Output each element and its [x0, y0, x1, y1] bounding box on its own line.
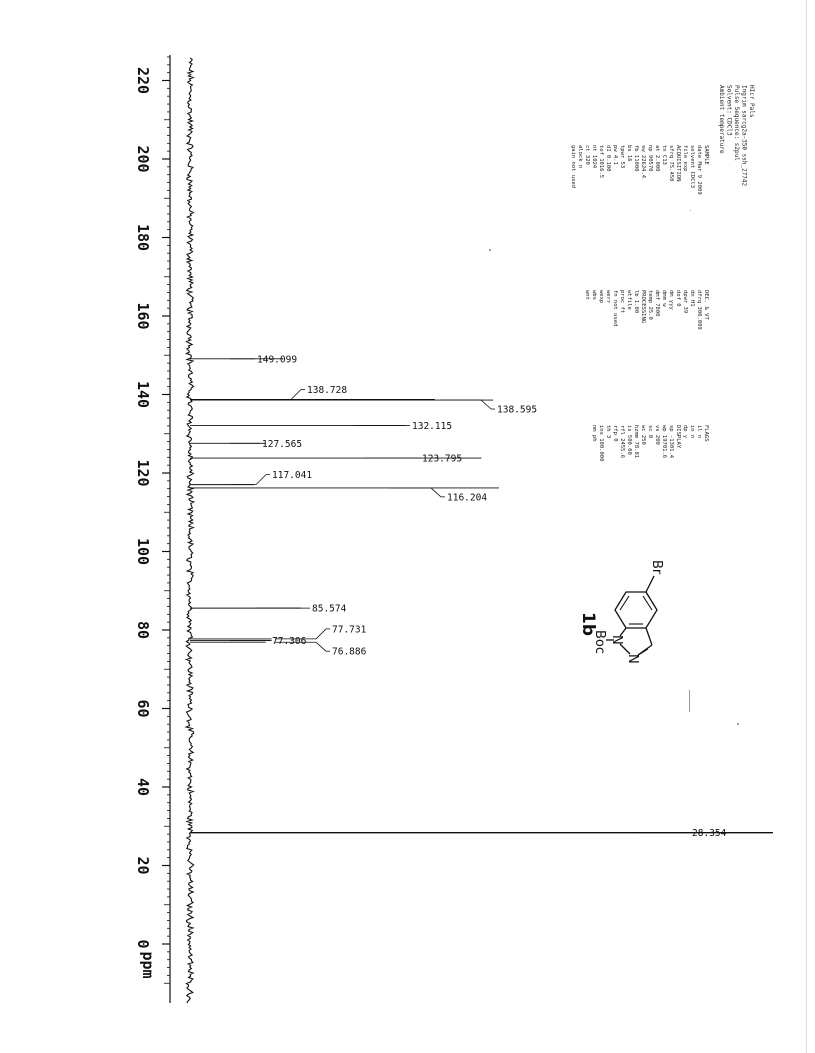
parameter-header-line: Ambient temperature — [718, 85, 725, 154]
peak-leader — [316, 629, 326, 639]
benzene-ring — [615, 592, 657, 628]
parameter-line: wbs — [591, 290, 597, 300]
parameter-line: is 500.00 — [626, 425, 632, 455]
parameter-line: dpwr 39 — [682, 290, 688, 314]
scan-speck — [690, 210, 691, 211]
parameter-line: dof 0 — [675, 290, 681, 307]
tick-label: 120 — [134, 459, 152, 487]
parameter-header-line: Ingrim sarcg2a-350 ssh_27742 — [740, 85, 748, 187]
acquisition-parameters — [570, 85, 755, 461]
tick-label: 40 — [134, 777, 152, 797]
parameter-line: sp -1301.4 — [668, 425, 674, 459]
parameter-line: nt 1024 — [591, 145, 597, 169]
parameter-line: tof 1016.5 — [598, 145, 604, 179]
parameter-line: sw 22624.4 — [640, 145, 646, 179]
peak-label: 85.574 — [312, 603, 347, 615]
peak-label: 77.731 — [332, 624, 367, 636]
nitrogen-n2-label: N — [625, 654, 640, 664]
parameter-line: SAMPLE — [703, 145, 709, 165]
parameter-header-line: Solvent: CDCl3 — [725, 85, 733, 136]
tick-label: 80 — [134, 620, 152, 640]
parameter-line: wc 250 — [640, 425, 646, 445]
parameter-line: th 3 — [605, 425, 611, 439]
parameter-line: ct 320 — [584, 145, 590, 165]
parameter-line: dp y — [682, 425, 688, 439]
parameter-line: at 2.000 — [654, 145, 660, 172]
parameter-line: date Mar 9 2009 — [696, 145, 702, 195]
axis-ticks — [162, 57, 170, 983]
pyrazole-bond — [620, 644, 630, 654]
peak-label: 116.204 — [447, 492, 488, 504]
parameter-line: proc ft — [619, 290, 625, 314]
peak-label: 117.041 — [272, 470, 313, 482]
parameter-line: in n — [689, 425, 695, 439]
parameter-line: rfp 0 — [612, 425, 618, 442]
scan-speck — [737, 723, 739, 725]
parameter-line: alock n — [577, 145, 583, 169]
parameter-header-line: HIcr Pals — [748, 85, 755, 118]
peak-leader — [291, 389, 301, 399]
tick-label: 200 — [134, 145, 152, 173]
tick-label: 100 — [134, 537, 152, 566]
peak-label: 149.099 — [257, 354, 298, 366]
tick-label: 20 — [134, 856, 152, 875]
parameter-line: DEC. & VT — [703, 290, 709, 320]
bromine-label: Br — [649, 560, 664, 575]
parameter-line: gain not used — [570, 145, 576, 189]
parameter-line: pw 4.1 — [612, 145, 618, 165]
pyrazole-bond — [646, 628, 652, 645]
parameter-line: tpwr 53 — [619, 145, 625, 169]
peak-label: 28.354 — [692, 828, 727, 840]
peak-label: 77.306 — [272, 636, 307, 648]
tick-label: 160 — [134, 302, 152, 330]
parameter-line: PROCESSING — [640, 290, 646, 324]
parameter-line: fn not used — [612, 290, 618, 327]
axis-tick-labels — [134, 67, 152, 949]
compound-label: 1b — [578, 612, 598, 636]
spectrum-baseline — [186, 58, 194, 1003]
peak-leader — [256, 475, 266, 485]
parameter-line: dm yyy — [668, 290, 674, 310]
peak-label: 138.728 — [307, 384, 348, 396]
parameter-line: wexp — [598, 290, 604, 304]
parameter-line: FLAGS — [703, 425, 709, 442]
parameter-line: np 90570 — [647, 145, 653, 172]
aromatic-bond — [643, 596, 652, 610]
axis-unit-label: ppm — [139, 951, 157, 979]
peak-label: 127.565 — [262, 438, 303, 450]
parameter-line: dmf 7800 — [654, 290, 660, 317]
parameter-line: dmm w — [661, 290, 667, 307]
tick-label: 140 — [134, 380, 152, 409]
parameter-header-line: Pulse Sequence: s2pul — [733, 85, 740, 161]
parameter-line: temp 25.0 — [647, 290, 653, 320]
peak-leader — [316, 642, 326, 651]
parameter-line: dfrq 300.089 — [696, 290, 702, 330]
parameter-line: rfl 2455.6 — [619, 425, 625, 459]
parameter-line: nm ph — [591, 425, 597, 442]
scan-speck — [689, 690, 690, 712]
br-bond — [646, 576, 654, 592]
parameter-line: vs 200 — [654, 425, 660, 445]
parameter-line: werr — [605, 290, 611, 304]
boc-label: Boc — [592, 630, 607, 655]
peak-label: 132.115 — [412, 420, 453, 432]
page-edge-line — [806, 0, 807, 1053]
nitrogen-n1-label: N — [609, 635, 624, 645]
compound-structure — [578, 560, 664, 664]
peak-label: 138.595 — [497, 404, 538, 416]
parameters-header — [718, 85, 755, 187]
parameter-line: dn H1 — [689, 290, 695, 307]
parameter-line: tn C13 — [661, 145, 667, 165]
parameter-line: bs 16 — [626, 145, 632, 162]
parameter-line: ACQUISITION — [675, 145, 681, 182]
parameter-line: sfrq 75.450 — [668, 145, 674, 182]
tick-label: 220 — [134, 66, 152, 95]
parameter-line: fb 11000 — [633, 145, 639, 172]
baseline-noise-trace — [186, 58, 194, 1003]
parameters-columns — [570, 145, 709, 461]
tick-label: 0 — [134, 939, 152, 949]
parameter-line: hzmm 78.81 — [633, 425, 639, 459]
parameter-line: file exp — [682, 145, 688, 172]
scan-speck — [489, 249, 491, 251]
parameter-line: wtfile — [626, 290, 632, 310]
parameter-line: wp 19701.6 — [661, 425, 667, 459]
tick-label: 180 — [134, 223, 152, 252]
parameter-line: il n — [696, 425, 702, 439]
parameter-line: ins 100.000 — [598, 425, 604, 462]
parameter-line: DISPLAY — [675, 425, 681, 449]
parameter-line: solvent CDCl3 — [689, 145, 695, 189]
peak-leader — [481, 400, 491, 409]
parameter-line: wnt — [584, 290, 590, 300]
parameter-line: sc 0 — [647, 425, 653, 439]
peak-leader — [431, 488, 441, 497]
parameter-line: d1 0.100 — [605, 145, 611, 172]
aromatic-bond — [620, 596, 629, 610]
peak-label: 76.886 — [332, 646, 367, 658]
tick-label: 60 — [134, 699, 152, 718]
parameter-line: lb 1.00 — [633, 290, 639, 314]
peak-label: 123.795 — [422, 453, 463, 465]
